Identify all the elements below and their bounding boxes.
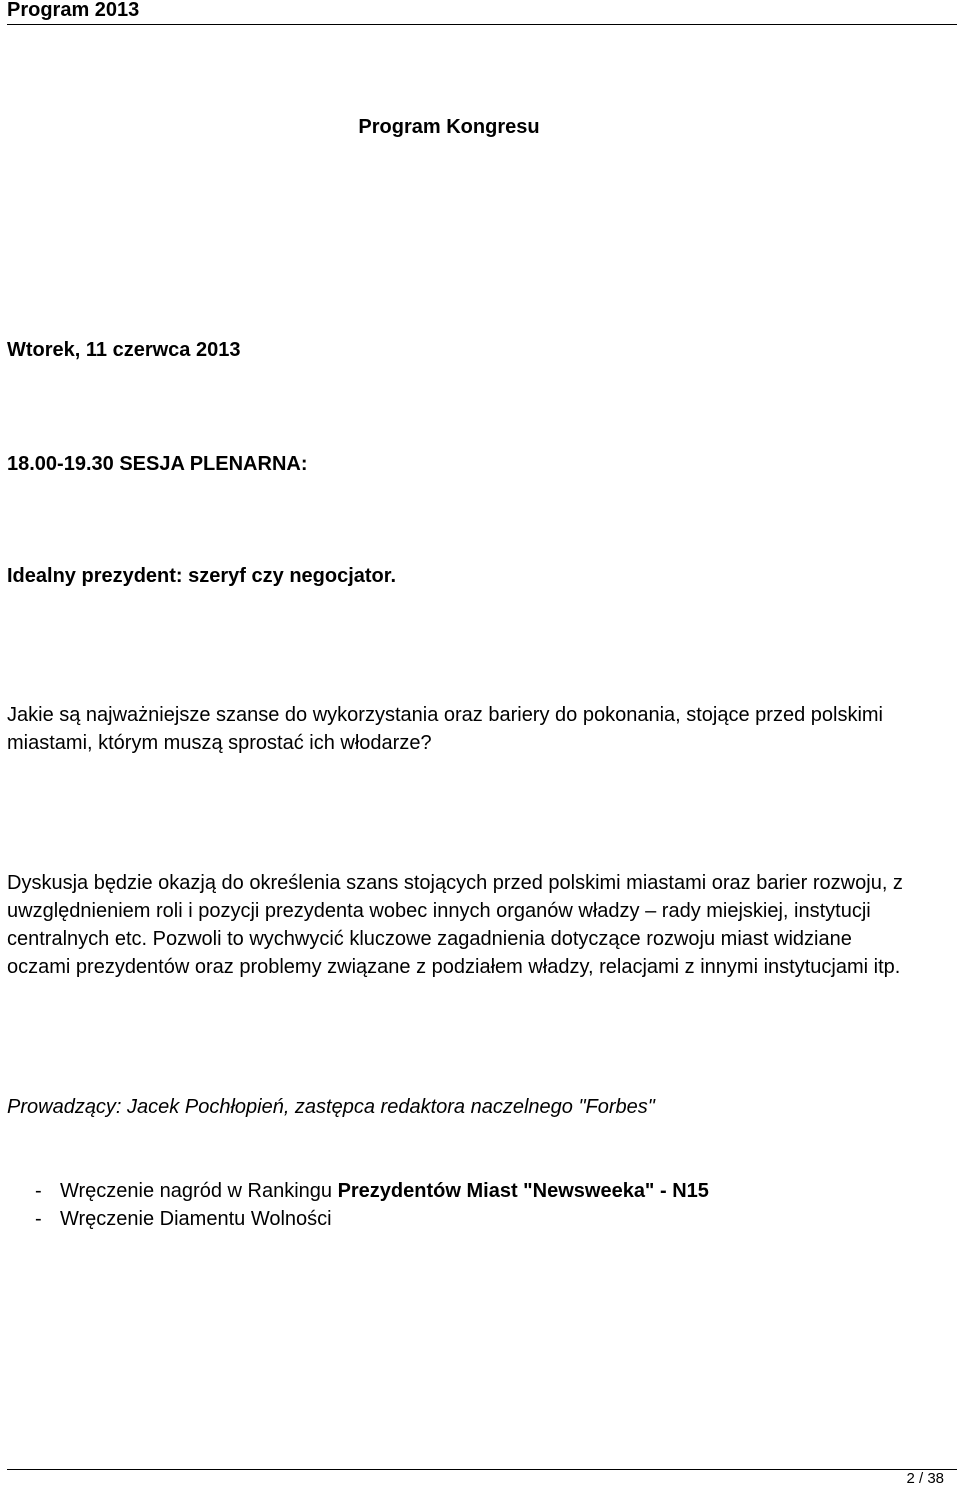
date-line: Wtorek, 11 czerwca 2013 [7,339,241,361]
list-marker: - [35,1180,42,1202]
list-item-text: Wręczenie nagród w Rankingu [60,1180,338,1202]
header-title: Program 2013 [7,0,140,21]
list-item [7,1177,709,1205]
moderator-line: Prowadzący: Jacek Pochłopień, zastępca redaktora naczelnego "Forbes" [7,1096,655,1118]
footer-divider [7,1469,957,1470]
event-list [7,1177,709,1233]
list-item-bold-text: Prezydentów Miast "Newsweeka" - N15 [337,1180,709,1202]
list-item-text: Wręczenie Diamentu Wolności [60,1208,332,1230]
description-paragraph: Dyskusja będzie okazją do określenia szans stojących przed polskimi miastami oraz barier rozwoju, z uwzględnieniem roli i pozycji prezydenta wobec innych organów władzy – rady miejskiej, instytucji centralnych etc. Pozwoli to wychwycić kluczowe zagadnienia dotyczące rozwoju miast widziane oczami prezydentów oraz problemy związane z podziałem władzy, relacjami z innymi instytucjami itp. [7,872,903,978]
session-title: Idealny prezydent: szeryf czy negocjator. [7,565,397,587]
page-heading: Program Kongresu [358,116,540,138]
header-divider [7,24,957,25]
list-item [7,1205,709,1233]
page-number: 2 / 38 [906,1470,944,1487]
session-line: 18.00-19.30 SESJA PLENARNA: [7,453,308,475]
question-paragraph: Jakie są najważniejsze szanse do wykorzystania oraz bariery do pokonania, stojące przed polskimi miastami, którym muszą sprostać ich włodarze? [7,704,883,754]
list-marker: - [35,1208,42,1230]
